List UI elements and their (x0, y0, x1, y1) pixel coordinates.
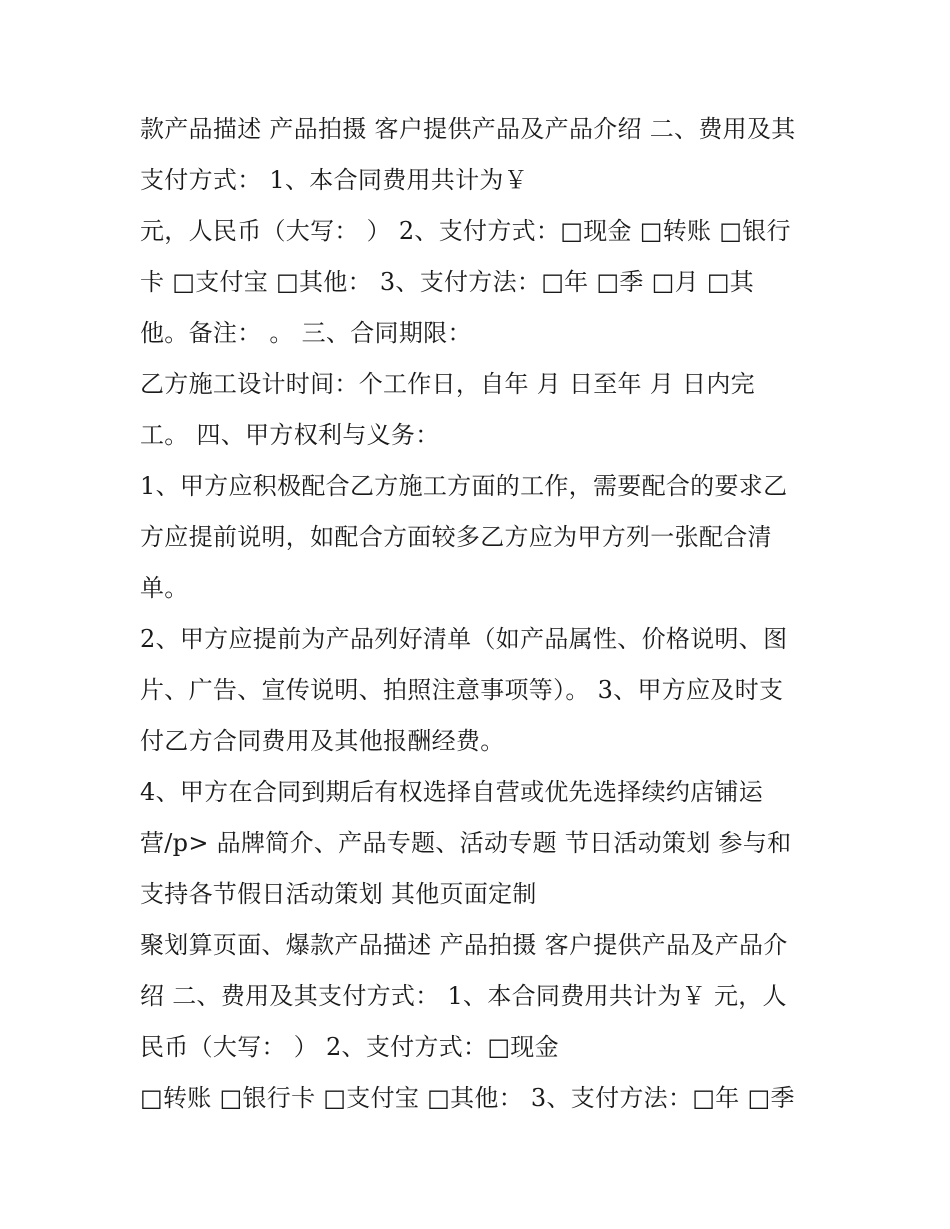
text-line-13: 付乙方合同费用及其他报酬经费。 (140, 727, 505, 755)
text-line-7: 工。 四、甲方权利与义务： (140, 421, 440, 449)
text-line-20: □转账 □银行卡 □支付宝 □其他： 3、支付方法：□年 □季 (140, 1084, 795, 1112)
text-line-1: 款产品描述 产品拍摄 客户提供产品及产品介绍 二、费用及其 (140, 115, 796, 143)
document-body (140, 104, 820, 1124)
text-line-3: 元，人民币（大写： ） 2、支付方式：□现金 □转账 □银行 (140, 217, 791, 245)
text-line-10: 单。 (140, 574, 189, 602)
text-line-9: 方应提前说明，如配合方面较多乙方应为甲方列一张配合清 (140, 523, 772, 551)
text-line-14: 4、甲方在合同到期后有权选择自营或优先选择续约店铺运 (140, 778, 764, 806)
text-line-8: 1、甲方应积极配合乙方施工方面的工作，需要配合的要求乙 (140, 472, 788, 500)
text-line-18: 绍 二、费用及其支付方式： 1、本合同费用共计为￥ 元，人 (140, 982, 787, 1010)
text-line-15: 营/p> 品牌简介、产品专题、活动专题 节日活动策划 参与和 (140, 829, 792, 857)
text-line-12: 片、广告、宣传说明、拍照注意事项等）。 3、甲方应及时支 (140, 676, 784, 704)
text-line-19: 民币（大写： ） 2、支付方式：□现金 (140, 1033, 559, 1061)
text-line-11: 2、甲方应提前为产品列好清单（如产品属性、价格说明、图 (140, 625, 788, 653)
text-line-17: 聚划算页面、爆款产品描述 产品拍摄 客户提供产品及产品介 (140, 931, 788, 959)
text-line-16: 支持各节假日活动策划 其他页面定制 (140, 880, 537, 908)
text-line-4: 卡 □支付宝 □其他： 3、支付方法：□年 □季 □月 □其 (140, 268, 755, 296)
text-line-6: 乙方施工设计时间：个工作日，自年 月 日至年 月 日内完 (140, 370, 755, 398)
text-line-5: 他。备注： 。 三、合同期限： (140, 319, 472, 347)
text-line-2: 支付方式： 1、本合同费用共计为￥ (140, 166, 528, 194)
